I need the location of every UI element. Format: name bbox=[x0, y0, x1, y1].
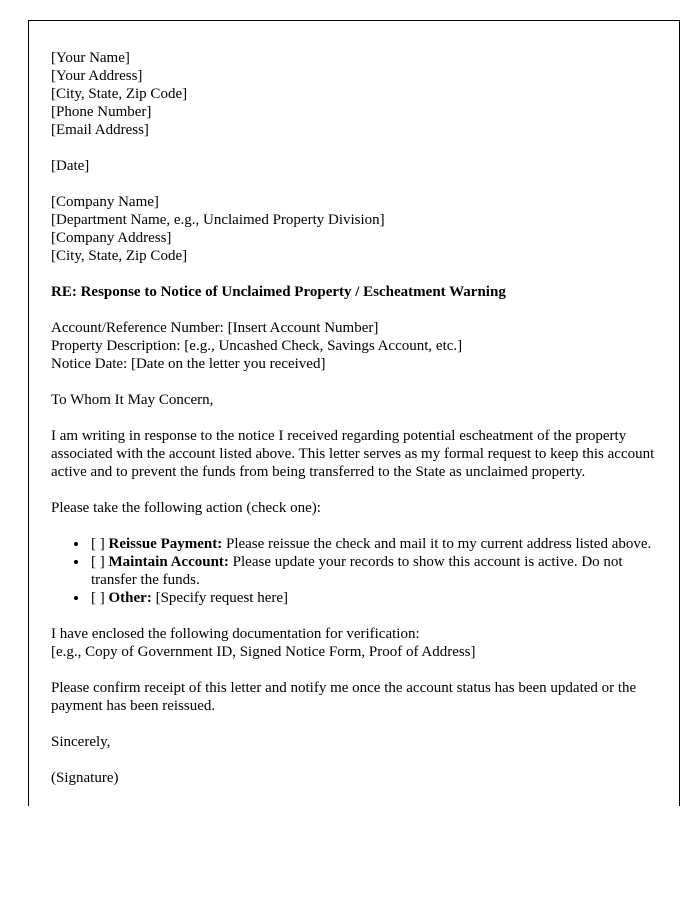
recipient-department-line: [Department Name, e.g., Unclaimed Property Division] bbox=[51, 212, 385, 228]
reference-property-line: Property Description: [e.g., Uncashed Check, Savings Account, etc.] bbox=[51, 338, 463, 354]
checklist-item-reissue bbox=[89, 535, 657, 553]
checkbox: [ ] bbox=[91, 590, 105, 606]
checklist-label: Other: bbox=[108, 590, 152, 606]
salutation: To Whom It May Concern, bbox=[51, 392, 214, 408]
checkbox: [ ] bbox=[91, 536, 105, 552]
enclosure-intro: I have enclosed the following documentation for verification: bbox=[51, 626, 420, 642]
enclosure-block bbox=[51, 625, 657, 661]
reference-account-line: Account/Reference Number: [Insert Account Number] bbox=[51, 320, 379, 336]
recipient-company-line: [Company Name] bbox=[51, 194, 159, 210]
checklist-text: Please update your records to show this account is active. Do not transfer the funds. bbox=[91, 554, 623, 588]
sender-email-line: [Email Address] bbox=[51, 122, 149, 138]
closing: Sincerely, bbox=[51, 734, 111, 750]
action-intro: Please take the following action (check one): bbox=[51, 500, 321, 516]
reference-block bbox=[51, 319, 657, 373]
date-line: [Date] bbox=[51, 158, 90, 174]
recipient-address-line: [Company Address] bbox=[51, 230, 172, 246]
checklist-item-other bbox=[89, 589, 657, 607]
letter-page bbox=[28, 20, 680, 806]
sender-phone-line: [Phone Number] bbox=[51, 104, 152, 120]
sender-city-line: [City, State, Zip Code] bbox=[51, 86, 188, 102]
checklist-item-maintain bbox=[89, 553, 657, 589]
checkbox: [ ] bbox=[91, 554, 105, 570]
signature-placeholder: (Signature) bbox=[51, 770, 119, 786]
body-paragraph-2: Please confirm receipt of this letter and notify me once the account status has been updated or the payment has been reissued. bbox=[51, 680, 637, 714]
body-paragraph-1: I am writing in response to the notice I received regarding potential escheatment of the property associated with the account listed above. This letter serves as my formal request to keep this account active and to prevent the funds from being transferred to the State as unclaimed property. bbox=[51, 428, 655, 480]
checklist-label: Maintain Account: bbox=[108, 554, 229, 570]
checklist-label: Reissue Payment: bbox=[108, 536, 223, 552]
checklist-text: Please reissue the check and mail it to my current address listed above. bbox=[225, 536, 652, 552]
enclosure-list: [e.g., Copy of Government ID, Signed Notice Form, Proof of Address] bbox=[51, 644, 476, 660]
sender-block bbox=[51, 49, 657, 139]
subject-line: RE: Response to Notice of Unclaimed Property / Escheatment Warning bbox=[51, 284, 506, 300]
sender-address-line: [Your Address] bbox=[51, 68, 143, 84]
sender-name-line: [Your Name] bbox=[51, 50, 130, 66]
recipient-block bbox=[51, 193, 657, 265]
letter-content bbox=[29, 21, 679, 787]
recipient-city-line: [City, State, Zip Code] bbox=[51, 248, 188, 264]
checklist-text: [Specify request here] bbox=[155, 590, 289, 606]
reference-notice-date-line: Notice Date: [Date on the letter you received] bbox=[51, 356, 326, 372]
checklist bbox=[51, 535, 657, 607]
